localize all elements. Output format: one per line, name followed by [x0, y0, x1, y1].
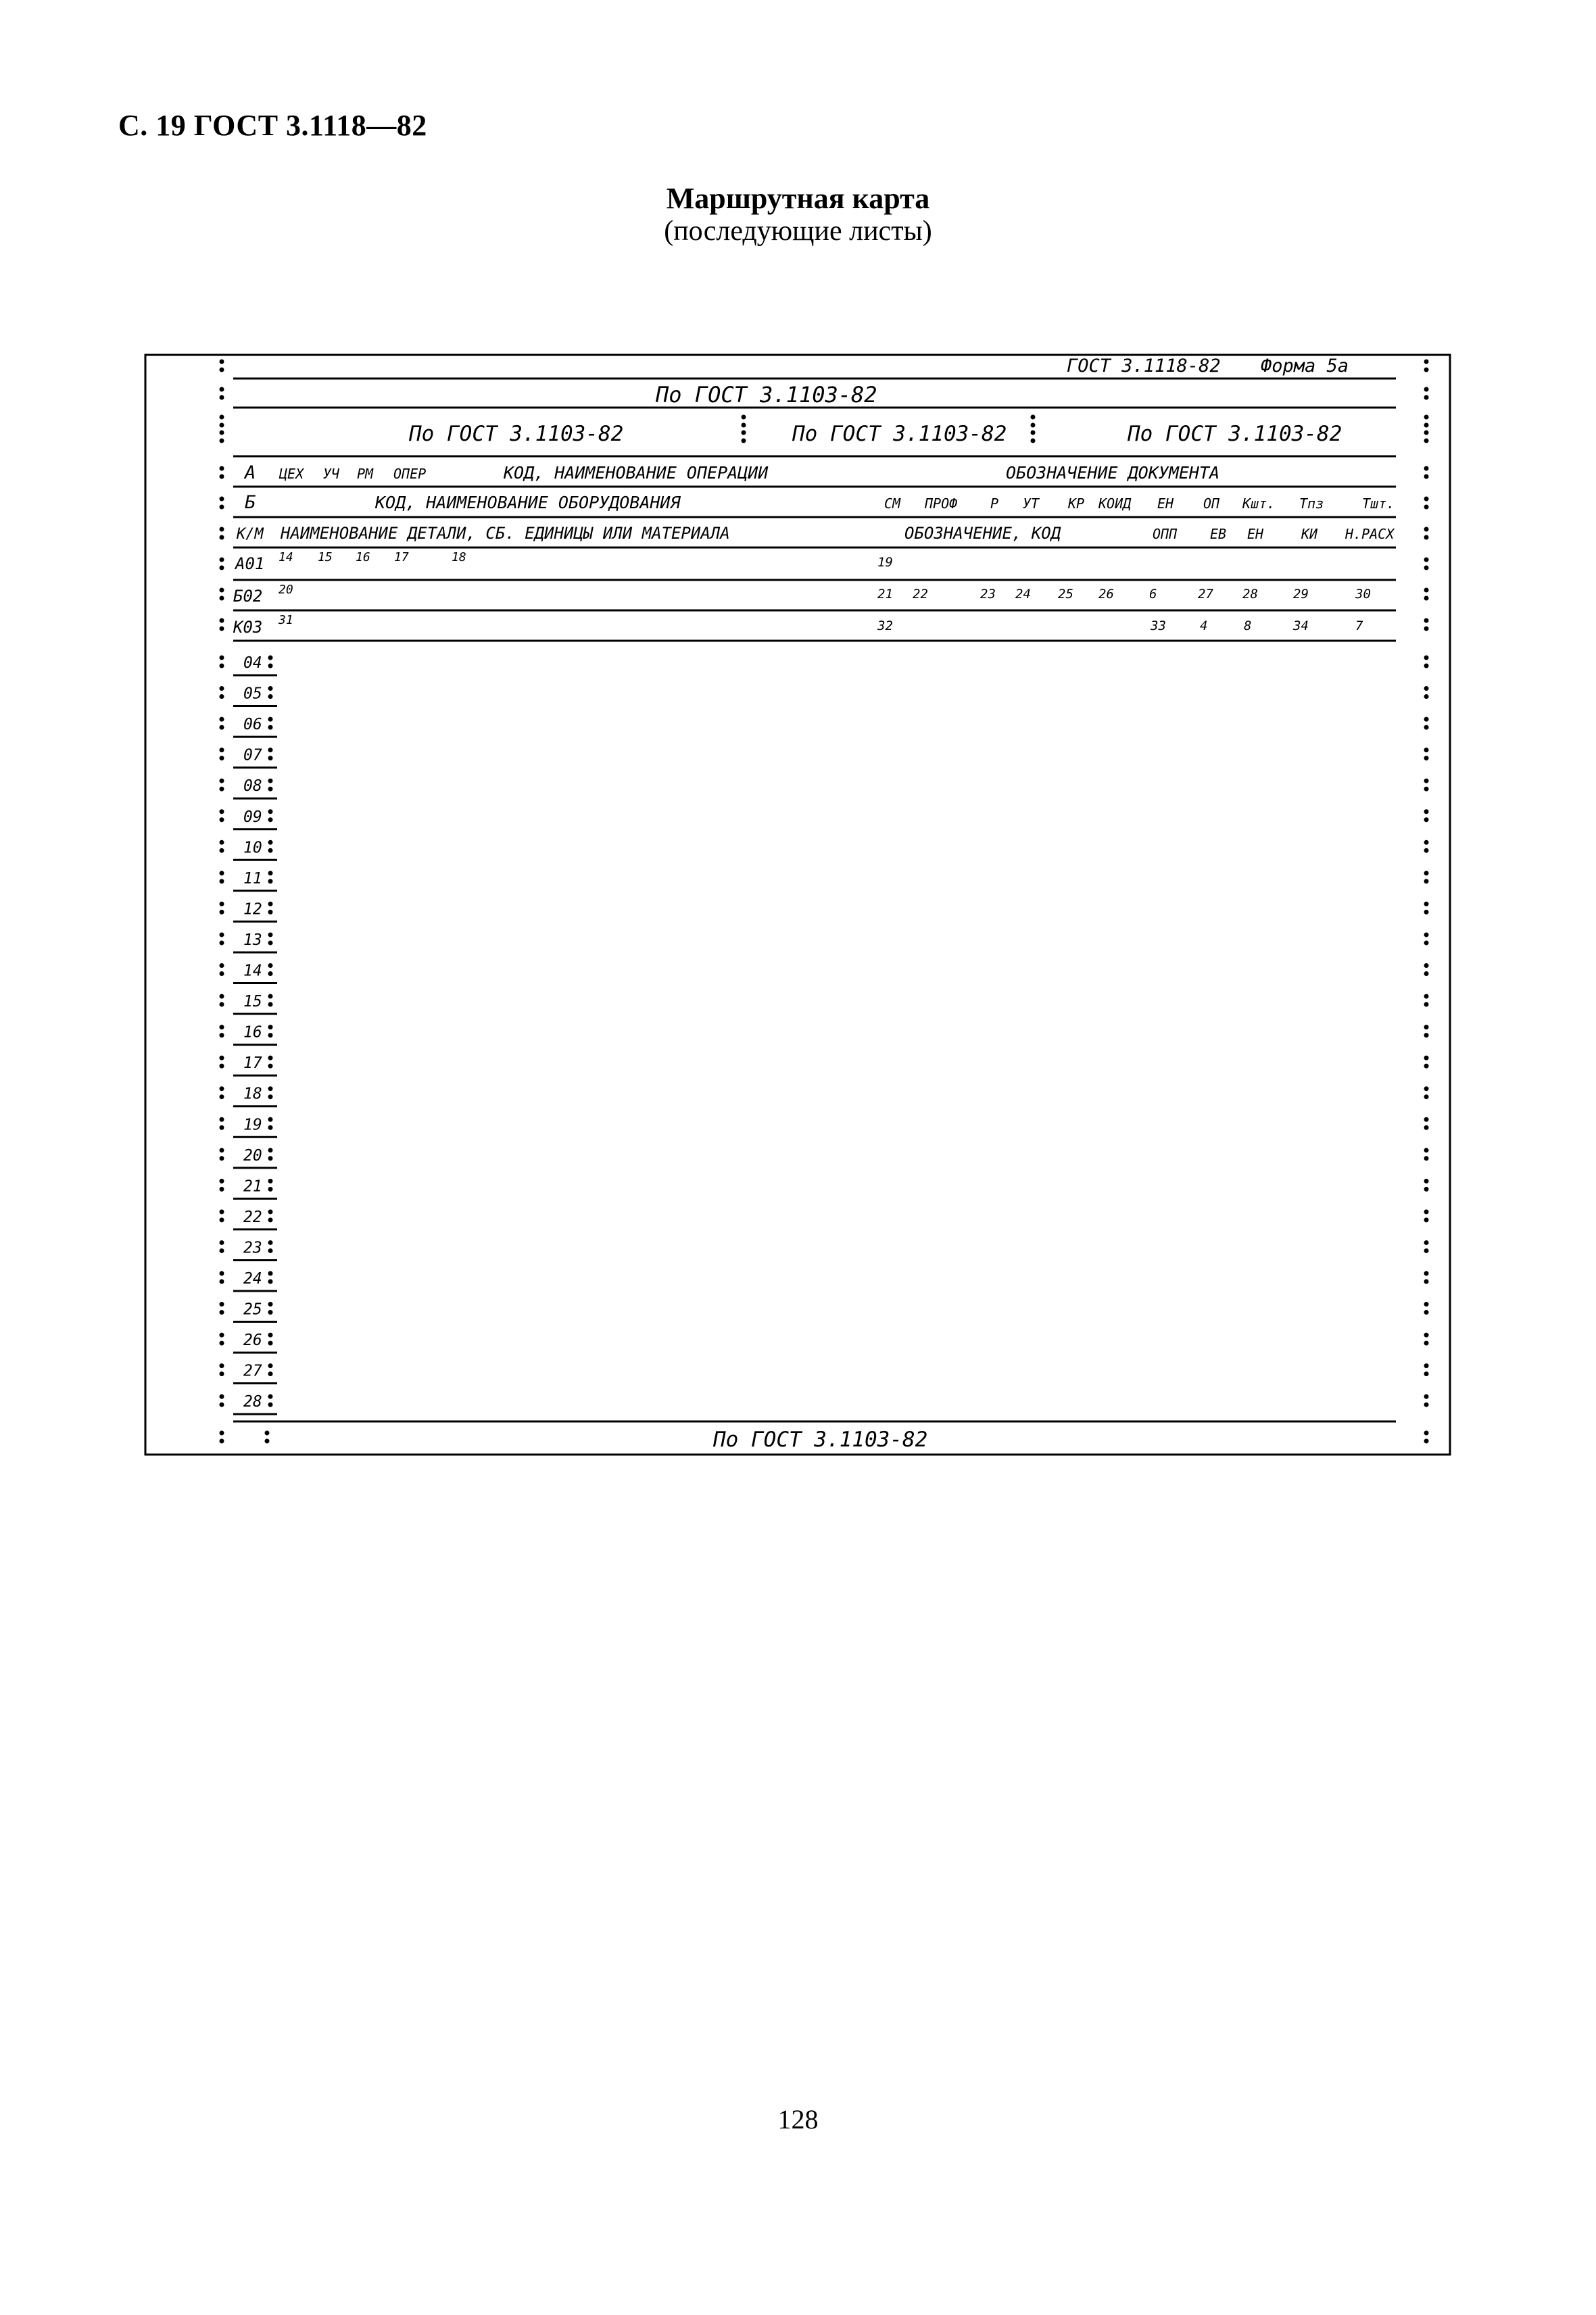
right-colon-mark — [1424, 596, 1429, 601]
cell-18: 18 — [452, 550, 466, 564]
cell-24: 24 — [1015, 587, 1031, 602]
row-colon-mark — [268, 1187, 273, 1192]
row-colon-mark — [268, 1125, 273, 1130]
row-number-label: 21 — [243, 1177, 262, 1196]
row-number-label: 23 — [243, 1239, 262, 1257]
right-colon-mark — [1424, 656, 1429, 660]
row-colon-mark — [268, 1117, 273, 1122]
stamp-1: По ГОСТ 3.1103-82 — [409, 422, 624, 446]
right-colon-mark — [1424, 809, 1429, 814]
left-colon-mark — [220, 787, 224, 791]
row-colon-mark — [268, 932, 273, 937]
row-colon-mark — [268, 809, 273, 814]
left-colon-mark — [220, 748, 224, 752]
row-colon-mark — [268, 1025, 273, 1029]
right-colon-mark — [1424, 474, 1429, 479]
row-colon-mark — [268, 1363, 273, 1368]
right-colon-mark — [1424, 423, 1429, 428]
left-colon-mark — [220, 466, 224, 471]
cell-20: 20 — [279, 583, 293, 597]
left-colon-mark — [220, 395, 224, 400]
right-colon-mark — [1424, 1403, 1429, 1407]
left-colon-mark — [220, 566, 224, 570]
row-number-label: 14 — [243, 962, 262, 980]
stamp-divider-mark — [742, 423, 746, 428]
right-colon-mark — [1424, 963, 1429, 968]
row-number-label: 17 — [243, 1054, 262, 1073]
row-number-label: 06 — [243, 716, 262, 734]
right-colon-mark — [1424, 1333, 1429, 1338]
left-colon-mark — [220, 932, 224, 937]
stamp-divider-mark — [1031, 423, 1036, 428]
left-colon-mark — [220, 1280, 224, 1284]
row-number-label: 24 — [243, 1270, 262, 1288]
right-colon-mark — [1424, 840, 1429, 845]
left-colon-mark — [220, 910, 224, 915]
form-frame — [145, 355, 1450, 1455]
right-colon-mark — [1424, 1280, 1429, 1284]
row-number-label: 12 — [243, 900, 262, 919]
row-colon-mark — [268, 725, 273, 730]
right-colon-mark — [1424, 1187, 1429, 1192]
stamp-divider-mark — [742, 415, 746, 420]
right-colon-mark — [1424, 588, 1429, 593]
cell-26: 26 — [1098, 587, 1114, 602]
row-number-label: 20 — [243, 1146, 262, 1165]
row-km-ki: КИ — [1301, 526, 1318, 542]
row-colon-mark — [268, 1248, 273, 1253]
cell-6: 6 — [1149, 587, 1157, 602]
left-colon-mark — [220, 1094, 224, 1099]
right-colon-mark — [1424, 1156, 1429, 1161]
left-colon-mark — [220, 1117, 224, 1122]
row-colon-mark — [268, 1394, 273, 1399]
right-colon-mark — [1424, 1064, 1429, 1069]
row-colon-mark — [268, 1341, 273, 1346]
row-a-code-name: КОД, НАИМЕНОВАНИЕ ОПЕРАЦИИ — [504, 463, 769, 483]
right-colon-mark — [1424, 360, 1429, 364]
right-colon-mark — [1424, 902, 1429, 906]
right-colon-mark — [1424, 1148, 1429, 1152]
left-colon-mark — [220, 1187, 224, 1192]
left-colon-mark — [220, 415, 224, 420]
right-colon-mark — [1424, 527, 1429, 532]
row-km-marker: К/М — [237, 526, 264, 543]
row-b-sm: СМ — [884, 495, 901, 512]
row-colon-mark — [268, 1333, 273, 1338]
right-colon-mark — [1424, 1209, 1429, 1214]
row-a-uch: УЧ — [323, 466, 340, 482]
row-number-label: 04 — [243, 654, 262, 672]
left-colon-mark — [220, 1371, 224, 1376]
row-b-kr: КР — [1068, 495, 1085, 512]
row-number-label: 09 — [243, 808, 262, 826]
right-colon-mark — [1424, 1033, 1429, 1038]
row-number-label: 10 — [243, 839, 262, 857]
row-km-code: ОБОЗНАЧЕНИЕ, КОД — [904, 524, 1061, 543]
left-colon-mark — [220, 588, 224, 593]
cell-31: 31 — [279, 613, 293, 627]
row-colon-mark — [268, 1209, 273, 1214]
row-colon-mark — [268, 1086, 273, 1091]
left-colon-mark — [220, 1302, 224, 1307]
cell-32: 32 — [877, 618, 893, 633]
right-colon-mark — [1424, 748, 1429, 752]
left-colon-mark — [220, 618, 224, 623]
row-colon-mark — [268, 1280, 273, 1284]
left-colon-mark — [220, 535, 224, 540]
left-colon-mark — [220, 963, 224, 968]
left-colon-mark — [220, 1403, 224, 1407]
bottom-stamp: По ГОСТ 3.1103-82 — [713, 1428, 928, 1452]
row-number-label: 27 — [243, 1362, 262, 1380]
row-colon-mark — [268, 940, 273, 945]
stamp-2: По ГОСТ 3.1103-82 — [792, 422, 1007, 446]
right-colon-mark — [1424, 1086, 1429, 1091]
left-colon-mark — [220, 902, 224, 906]
right-colon-mark — [1424, 994, 1429, 999]
row-colon-mark — [268, 756, 273, 760]
cell-29: 29 — [1293, 587, 1309, 602]
row-b-r: Р — [990, 495, 999, 512]
left-colon-mark — [220, 1271, 224, 1276]
right-colon-mark — [1424, 1394, 1429, 1399]
left-colon-mark — [220, 694, 224, 699]
right-colon-mark — [1424, 940, 1429, 945]
row-number-label: 26 — [243, 1332, 262, 1350]
row-colon-mark — [268, 787, 273, 791]
cell-14: 14 — [279, 550, 293, 564]
row-a-rm: РМ — [357, 466, 374, 482]
left-colon-mark — [220, 1156, 224, 1161]
row-colon-mark — [268, 817, 273, 822]
left-colon-mark — [220, 439, 224, 443]
cell-17: 17 — [394, 550, 409, 564]
stamp-divider-mark — [742, 431, 746, 435]
row-number-label: 19 — [243, 1116, 262, 1134]
colon-marks — [220, 360, 1429, 1444]
left-colon-mark — [220, 1033, 224, 1038]
left-colon-mark — [220, 1310, 224, 1315]
left-colon-mark — [220, 994, 224, 999]
row-number-label: 13 — [243, 931, 262, 949]
left-colon-mark — [220, 1086, 224, 1091]
row-colon-mark — [268, 686, 273, 691]
right-colon-mark — [1424, 664, 1429, 668]
row-colon-mark — [268, 1156, 273, 1161]
page-number: 128 — [777, 2104, 819, 2135]
row-b02-label: Б02 — [233, 587, 263, 606]
row-number-label: 05 — [243, 685, 262, 703]
right-colon-mark — [1424, 1056, 1429, 1061]
row-colon-mark — [268, 902, 273, 906]
row-km-nrash: Н.РАСХ — [1345, 526, 1395, 542]
cell-4: 4 — [1200, 618, 1208, 633]
row-colon-mark — [268, 871, 273, 875]
row-km-opp: ОПП — [1153, 526, 1178, 542]
row-colon-mark — [268, 656, 273, 660]
right-colon-mark — [1424, 871, 1429, 875]
row-a-marker: А — [245, 462, 256, 483]
right-colon-mark — [1424, 535, 1429, 540]
left-colon-mark — [220, 725, 224, 730]
left-colon-mark — [220, 1394, 224, 1399]
right-colon-mark — [1424, 1341, 1429, 1346]
stamp-divider-mark — [742, 439, 746, 443]
left-colon-mark — [220, 1002, 224, 1007]
right-colon-mark — [1424, 932, 1429, 937]
row-colon-mark — [268, 1403, 273, 1407]
left-colon-mark — [220, 656, 224, 660]
row-colon-mark — [268, 1056, 273, 1061]
right-colon-mark — [1424, 779, 1429, 783]
right-colon-mark — [1424, 387, 1429, 392]
cell-7: 7 — [1355, 618, 1363, 633]
cell-34: 34 — [1293, 618, 1309, 633]
right-colon-mark — [1424, 1439, 1429, 1444]
row-b-tsht: Тшт. — [1362, 495, 1395, 512]
cell-30: 30 — [1355, 587, 1371, 602]
left-colon-mark — [220, 779, 224, 783]
left-colon-mark — [220, 871, 224, 875]
left-colon-mark — [220, 558, 224, 562]
row-km-en: ЕН — [1247, 526, 1264, 542]
right-colon-mark — [1424, 686, 1429, 691]
right-colon-mark — [1424, 879, 1429, 883]
right-colon-mark — [1424, 694, 1429, 699]
left-colon-mark — [220, 387, 224, 392]
left-colon-mark — [220, 809, 224, 814]
row-colon-mark — [268, 1148, 273, 1152]
left-colon-mark — [220, 1333, 224, 1338]
left-colon-mark — [220, 1056, 224, 1061]
left-colon-mark — [220, 505, 224, 510]
left-colon-mark — [220, 756, 224, 760]
left-colon-mark — [220, 664, 224, 668]
row-number-label: 22 — [243, 1208, 262, 1226]
cell-21: 21 — [877, 587, 893, 602]
row-colon-mark — [268, 779, 273, 783]
right-colon-mark — [1424, 566, 1429, 570]
right-colon-mark — [1424, 505, 1429, 510]
cell-33: 33 — [1151, 618, 1166, 633]
right-colon-mark — [1424, 497, 1429, 502]
row-colon-mark — [268, 1217, 273, 1222]
standard-label: ГОСТ 3.1118-82 — [1067, 356, 1221, 376]
row-number-label: 08 — [243, 777, 262, 796]
right-colon-mark — [1424, 466, 1429, 471]
left-colon-mark — [220, 686, 224, 691]
row-colon-mark — [268, 1310, 273, 1315]
row-colon-mark — [268, 963, 273, 968]
right-colon-mark — [1424, 1271, 1429, 1276]
row-colon-mark — [268, 879, 273, 883]
right-colon-mark — [1424, 910, 1429, 915]
row-a-ceh: ЦЕХ — [279, 466, 304, 482]
left-colon-mark — [220, 1217, 224, 1222]
row-colon-mark — [268, 910, 273, 915]
stamp-divider-mark — [1031, 439, 1036, 443]
cell-28: 28 — [1242, 587, 1258, 602]
right-colon-mark — [1424, 1125, 1429, 1130]
row-b-op: ОП — [1203, 495, 1220, 512]
left-colon-mark — [220, 1248, 224, 1253]
right-colon-mark — [1424, 368, 1429, 372]
right-colon-mark — [1424, 627, 1429, 631]
stamp-full: По ГОСТ 3.1103-82 — [656, 382, 877, 408]
left-colon-mark — [220, 431, 224, 435]
left-colon-mark — [220, 1209, 224, 1214]
row-a-doc: ОБОЗНАЧЕНИЕ ДОКУМЕНТА — [1006, 463, 1220, 483]
row-number-label: 15 — [243, 993, 262, 1011]
row-colon-mark — [268, 971, 273, 976]
left-colon-mark — [220, 879, 224, 883]
row-a01-label: А01 — [235, 554, 265, 573]
cell-16: 16 — [356, 550, 370, 564]
page-reference: С. 19 ГОСТ 3.1118—82 — [118, 109, 427, 142]
right-colon-mark — [1424, 1371, 1429, 1376]
row-number-label: 16 — [243, 1023, 262, 1042]
row-b-en: ЕН — [1157, 495, 1174, 512]
left-colon-mark — [220, 497, 224, 502]
right-colon-mark — [1424, 558, 1429, 562]
row-a-oper: ОПЕР — [393, 466, 427, 482]
row-km-name: НАИМЕНОВАНИЕ ДЕТАЛИ, СБ. ЕДИНИЦЫ ИЛИ МАТЕРИАЛА — [281, 524, 730, 543]
row-number-label: 18 — [243, 1085, 262, 1103]
right-colon-mark — [1424, 1217, 1429, 1222]
left-colon-mark — [220, 360, 224, 364]
left-colon-mark — [220, 848, 224, 853]
right-colon-mark — [1424, 1025, 1429, 1029]
left-colon-mark — [220, 840, 224, 845]
left-colon-mark — [220, 1363, 224, 1368]
row-colon-mark — [268, 1302, 273, 1307]
left-colon-mark — [220, 940, 224, 945]
row-b-marker: Б — [245, 492, 256, 513]
row-colon-mark — [268, 717, 273, 722]
right-colon-mark — [1424, 431, 1429, 435]
right-colon-mark — [1424, 848, 1429, 853]
left-colon-mark — [220, 717, 224, 722]
cell-15: 15 — [318, 550, 333, 564]
cell-22: 22 — [913, 587, 928, 602]
left-colon-mark — [220, 1341, 224, 1346]
row-colon-mark — [268, 1094, 273, 1099]
right-colon-mark — [1424, 1002, 1429, 1007]
row-colon-mark — [268, 1064, 273, 1069]
row-colon-mark — [268, 1271, 273, 1276]
row-colon-mark — [268, 1371, 273, 1376]
row-b-equipment: КОД, НАИМЕНОВАНИЕ ОБОРУДОВАНИЯ — [375, 493, 681, 512]
right-colon-mark — [1424, 1117, 1429, 1122]
left-colon-mark — [220, 1025, 224, 1029]
left-colon-mark — [220, 1431, 224, 1436]
right-colon-mark — [1424, 618, 1429, 623]
document-title: Маршрутная карта — [666, 182, 930, 215]
row-number-label: 25 — [243, 1300, 262, 1319]
document-subtitle: (последующие листы) — [664, 216, 932, 247]
row-b-tpz: Тпз — [1299, 495, 1324, 512]
left-colon-mark — [220, 627, 224, 631]
right-colon-mark — [1424, 787, 1429, 791]
left-colon-mark — [220, 817, 224, 822]
row-b-koid: КОИД — [1098, 495, 1132, 512]
left-colon-mark — [220, 474, 224, 479]
row-colon-mark — [268, 694, 273, 699]
right-colon-mark — [1424, 1179, 1429, 1184]
right-colon-mark — [1424, 395, 1429, 400]
row-km-ev: ЕВ — [1210, 526, 1227, 542]
row-k03-label: К03 — [233, 618, 263, 637]
right-colon-mark — [1424, 725, 1429, 730]
row-number-label: 28 — [243, 1393, 262, 1411]
left-colon-mark — [220, 1125, 224, 1130]
form-label: Форма 5а — [1261, 356, 1349, 376]
row-colon-mark — [268, 994, 273, 999]
left-colon-mark — [220, 1064, 224, 1069]
row-colon-mark — [268, 664, 273, 668]
right-colon-mark — [1424, 1240, 1429, 1245]
left-colon-mark — [220, 1240, 224, 1245]
stamp-divider-mark — [1031, 431, 1036, 435]
cell-23: 23 — [980, 587, 996, 602]
row-b-prof: ПРОФ — [925, 495, 958, 512]
row-colon-mark — [268, 1240, 273, 1245]
cell-27: 27 — [1198, 587, 1213, 602]
right-colon-mark — [1424, 1363, 1429, 1368]
right-colon-mark — [1424, 1248, 1429, 1253]
stamp-divider-mark — [1031, 415, 1036, 420]
right-colon-mark — [1424, 1094, 1429, 1099]
right-colon-mark — [1424, 439, 1429, 443]
bottom-colon-mark — [265, 1431, 270, 1436]
row-b-kst: Кшт. — [1242, 495, 1276, 512]
bottom-colon-mark — [265, 1439, 270, 1444]
right-colon-mark — [1424, 1302, 1429, 1307]
left-colon-mark — [220, 527, 224, 532]
row-colon-mark — [268, 748, 273, 752]
row-colon-mark — [268, 1033, 273, 1038]
row-number-label: 07 — [243, 746, 262, 764]
row-colon-mark — [268, 1179, 273, 1184]
cell-19: 19 — [877, 555, 893, 570]
left-colon-mark — [220, 596, 224, 601]
row-colon-mark — [268, 1002, 273, 1007]
row-colon-mark — [268, 840, 273, 845]
left-colon-mark — [220, 423, 224, 428]
stamp-3: По ГОСТ 3.1103-82 — [1128, 422, 1343, 446]
right-colon-mark — [1424, 817, 1429, 822]
right-colon-mark — [1424, 415, 1429, 420]
left-colon-mark — [220, 971, 224, 976]
right-colon-mark — [1424, 717, 1429, 722]
row-b-ut: УТ — [1023, 495, 1040, 512]
right-colon-mark — [1424, 756, 1429, 760]
right-colon-mark — [1424, 1431, 1429, 1436]
cell-25: 25 — [1058, 587, 1073, 602]
left-colon-mark — [220, 1439, 224, 1444]
right-colon-mark — [1424, 1310, 1429, 1315]
left-colon-mark — [220, 368, 224, 372]
right-colon-mark — [1424, 971, 1429, 976]
left-colon-mark — [220, 1148, 224, 1152]
row-number-label: 11 — [243, 869, 262, 887]
cell-8: 8 — [1244, 618, 1252, 633]
row-colon-mark — [268, 848, 273, 853]
left-colon-mark — [220, 1179, 224, 1184]
